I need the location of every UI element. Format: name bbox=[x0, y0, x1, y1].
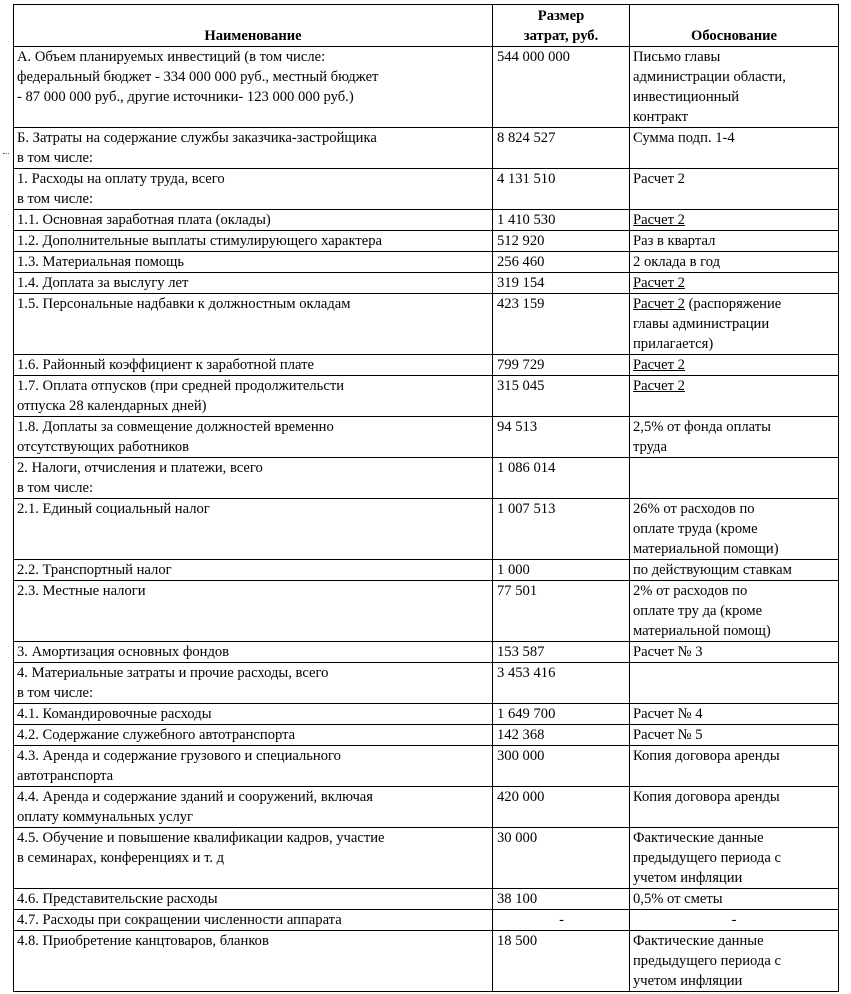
item-amount: 30 000 bbox=[493, 828, 630, 889]
table-row bbox=[14, 169, 839, 210]
item-name: 1.8. Доплаты за совмещение должностей временно отсутствующих работников bbox=[14, 417, 493, 458]
budget-table bbox=[13, 4, 839, 992]
item-basis bbox=[630, 910, 839, 931]
table-row bbox=[14, 417, 839, 458]
item-name: 1.4. Доплата за выслугу лет bbox=[14, 273, 493, 294]
item-basis bbox=[630, 355, 839, 376]
item-name: 4.3. Аренда и содержание грузового и специального автотранспорта bbox=[14, 746, 493, 787]
table-row bbox=[14, 704, 839, 725]
item-basis bbox=[630, 210, 839, 231]
item-basis bbox=[630, 458, 839, 499]
table-row bbox=[14, 560, 839, 581]
basis-text: Копия договора аренды bbox=[633, 748, 780, 764]
item-basis bbox=[630, 889, 839, 910]
item-amount: 315 045 bbox=[493, 376, 630, 417]
item-name: 2.3. Местные налоги bbox=[14, 581, 493, 642]
table-row bbox=[14, 458, 839, 499]
document bbox=[13, 4, 839, 992]
item-name: 4.6. Представительские расходы bbox=[14, 889, 493, 910]
item-basis bbox=[630, 294, 839, 355]
basis-text: Копия договора аренды bbox=[633, 789, 780, 805]
basis-text: 2% от расходов по оплате тру да (кроме материальной помощ) bbox=[633, 583, 771, 639]
item-basis bbox=[630, 828, 839, 889]
item-amount: 423 159 bbox=[493, 294, 630, 355]
table-row bbox=[14, 642, 839, 663]
item-name: 4.1. Командировочные расходы bbox=[14, 704, 493, 725]
item-basis bbox=[630, 787, 839, 828]
item-amount: 512 920 bbox=[493, 231, 630, 252]
table-row bbox=[14, 931, 839, 992]
item-amount: 142 368 bbox=[493, 725, 630, 746]
basis-text: Расчет № 5 bbox=[633, 727, 703, 743]
item-amount: 8 824 527 bbox=[493, 128, 630, 169]
item-amount: 94 513 bbox=[493, 417, 630, 458]
table-row bbox=[14, 128, 839, 169]
item-name: 4. Материальные затраты и прочие расходы, всего в том числе: bbox=[14, 663, 493, 704]
item-amount: 1 410 530 bbox=[493, 210, 630, 231]
item-basis bbox=[630, 273, 839, 294]
item-amount: 319 154 bbox=[493, 273, 630, 294]
table-row bbox=[14, 889, 839, 910]
item-amount: 799 729 bbox=[493, 355, 630, 376]
item-amount: 1 000 bbox=[493, 560, 630, 581]
basis-text: - bbox=[731, 912, 737, 928]
basis-text: 26% от расходов по оплате труда (кроме материальной помощи) bbox=[633, 501, 779, 557]
basis-text: Расчет 2 bbox=[633, 171, 685, 187]
item-basis bbox=[630, 931, 839, 992]
basis-text: Расчет 2 bbox=[633, 275, 685, 291]
item-name: 2. Налоги, отчисления и платежи, всего в том числе: bbox=[14, 458, 493, 499]
item-amount: 3 453 416 bbox=[493, 663, 630, 704]
item-name: 2.2. Транспортный налог bbox=[14, 560, 493, 581]
basis-text: Расчет 2 bbox=[633, 357, 685, 373]
item-name: 1.2. Дополнительные выплаты стимулирующего характера bbox=[14, 231, 493, 252]
table-row bbox=[14, 787, 839, 828]
basis-text: Фактические данные предыдущего периода с учетом инфляции bbox=[633, 933, 781, 989]
item-name: 1.6. Районный коэффициент к заработной плате bbox=[14, 355, 493, 376]
table-row bbox=[14, 376, 839, 417]
item-basis bbox=[630, 642, 839, 663]
item-name: 3. Амортизация основных фондов bbox=[14, 642, 493, 663]
basis-text: по действующим ставкам bbox=[633, 562, 792, 578]
item-amount: 1 007 513 bbox=[493, 499, 630, 560]
table-row bbox=[14, 294, 839, 355]
item-name: 1.7. Оплата отпусков (при средней продолжительсти отпуска 28 календарных дней) bbox=[14, 376, 493, 417]
header-name: Наименование bbox=[14, 5, 493, 47]
item-name: 1. Расходы на оплату труда, всего в том числе: bbox=[14, 169, 493, 210]
basis-text: 2,5% от фонда оплаты труда bbox=[633, 419, 771, 455]
item-amount: 18 500 bbox=[493, 931, 630, 992]
table-row bbox=[14, 210, 839, 231]
item-basis bbox=[630, 128, 839, 169]
header-basis: Обоснование bbox=[630, 5, 839, 47]
table-row bbox=[14, 252, 839, 273]
table-row bbox=[14, 828, 839, 889]
item-basis bbox=[630, 417, 839, 458]
basis-text: Расчет 2 bbox=[633, 378, 685, 394]
table-row bbox=[14, 910, 839, 931]
table-row bbox=[14, 663, 839, 704]
item-amount: 544 000 000 bbox=[493, 47, 630, 128]
basis-link-text: Расчет 2 bbox=[633, 296, 685, 312]
basis-text: Расчет № 3 bbox=[633, 644, 703, 660]
table-row bbox=[14, 581, 839, 642]
item-name: 4.2. Содержание служебного автотранспорта bbox=[14, 725, 493, 746]
table-row bbox=[14, 499, 839, 560]
basis-text: Сумма подп. 1-4 bbox=[633, 130, 735, 146]
item-basis bbox=[630, 704, 839, 725]
item-basis bbox=[630, 169, 839, 210]
item-amount: 38 100 bbox=[493, 889, 630, 910]
item-basis bbox=[630, 663, 839, 704]
table-row bbox=[14, 746, 839, 787]
table-row bbox=[14, 725, 839, 746]
basis-note: (распоряжение главы администрации прилагается) bbox=[633, 296, 782, 352]
item-amount: 153 587 bbox=[493, 642, 630, 663]
item-amount: 300 000 bbox=[493, 746, 630, 787]
table-row bbox=[14, 355, 839, 376]
item-basis bbox=[630, 499, 839, 560]
item-amount: 420 000 bbox=[493, 787, 630, 828]
basis-text: 2 оклада в год bbox=[633, 254, 721, 270]
margin-mark bbox=[3, 153, 9, 155]
basis-text: Раз в квартал bbox=[633, 233, 716, 249]
item-amount: 1 649 700 bbox=[493, 704, 630, 725]
item-name: 4.5. Обучение и повышение квалификации кадров, участие в семинарах, конференциях и т. д bbox=[14, 828, 493, 889]
item-basis bbox=[630, 252, 839, 273]
item-name: 4.8. Приобретение канцтоваров, бланков bbox=[14, 931, 493, 992]
item-basis bbox=[630, 560, 839, 581]
item-basis bbox=[630, 746, 839, 787]
item-name: 1.5. Персональные надбавки к должностным окладам bbox=[14, 294, 493, 355]
item-name: 4.4. Аренда и содержание зданий и сооружений, включая оплату коммунальных услуг bbox=[14, 787, 493, 828]
table-row bbox=[14, 231, 839, 252]
item-amount: - bbox=[493, 910, 630, 931]
basis-text: 0,5% от сметы bbox=[633, 891, 723, 907]
item-name: 4.7. Расходы при сокращении численности аппарата bbox=[14, 910, 493, 931]
basis-text: Письмо главы администрации области, инвестиционный контракт bbox=[633, 49, 786, 125]
basis-text: Расчет 2 bbox=[633, 212, 685, 228]
item-name: А. Объем планируемых инвестиций (в том числе: федеральный бюджет - 334 000 000 руб., местный бюджет - 87 000 000 руб., другие источники- 123 000 000 руб.) bbox=[14, 47, 493, 128]
basis-text: Расчет № 4 bbox=[633, 706, 703, 722]
table-row bbox=[14, 47, 839, 128]
table-header-row bbox=[14, 5, 839, 47]
item-amount: 1 086 014 bbox=[493, 458, 630, 499]
table-row bbox=[14, 273, 839, 294]
item-name: 1.3. Материальная помощь bbox=[14, 252, 493, 273]
item-basis bbox=[630, 725, 839, 746]
item-basis bbox=[630, 581, 839, 642]
item-basis bbox=[630, 47, 839, 128]
table-body bbox=[14, 47, 839, 992]
item-name: 1.1. Основная заработная плата (оклады) bbox=[14, 210, 493, 231]
item-name: Б. Затраты на содержание службы заказчика-застройщика в том числе: bbox=[14, 128, 493, 169]
item-amount: 4 131 510 bbox=[493, 169, 630, 210]
item-amount: 256 460 bbox=[493, 252, 630, 273]
item-basis bbox=[630, 231, 839, 252]
item-basis bbox=[630, 376, 839, 417]
item-amount: 77 501 bbox=[493, 581, 630, 642]
header-amount: Размер затрат, руб. bbox=[493, 5, 630, 47]
item-name: 2.1. Единый социальный налог bbox=[14, 499, 493, 560]
basis-text: Фактические данные предыдущего периода с учетом инфляции bbox=[633, 830, 781, 886]
